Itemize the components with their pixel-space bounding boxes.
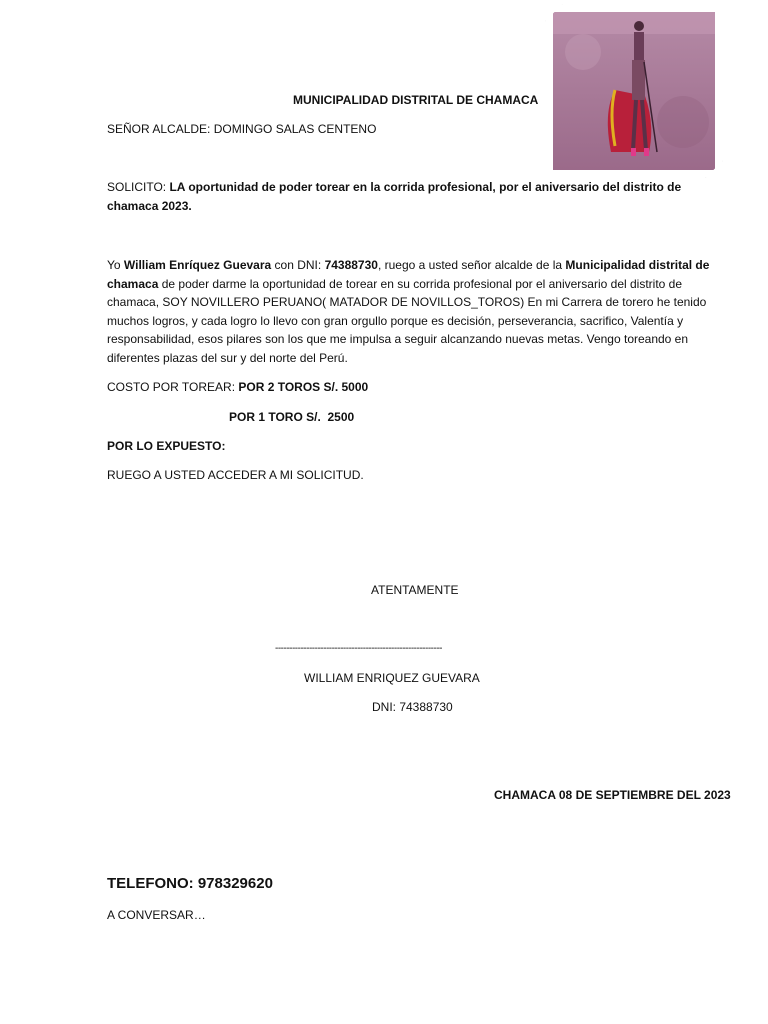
- bullfighter-photo: [545, 4, 723, 178]
- solicito-text: LA oportunidad de poder torear en la corrida profesional, por el aniversario del distrito de chamaca 2023.: [107, 180, 682, 213]
- body-dni-label: con DNI:: [271, 258, 325, 272]
- applicant-name: William Enríquez Guevara: [123, 258, 272, 272]
- solicito-label: SOLICITO:: [107, 180, 170, 194]
- phone-number: TELEFONO: 978329620: [107, 875, 273, 892]
- signer-name: WILLIAM ENRIQUEZ GUEVARA: [304, 671, 480, 685]
- solicito-paragraph: [107, 178, 717, 215]
- bullfighter-photo-image: [553, 12, 715, 170]
- body-intro: Yo: [107, 258, 124, 272]
- cost-label: COSTO POR TOREAR:: [107, 380, 239, 394]
- document-title: MUNICIPALIDAD DISTRITAL DE CHAMACA: [293, 93, 539, 107]
- cost-one-bull: POR 1 TORO S/. 2500: [229, 410, 355, 424]
- signer-dni: DNI: 74388730: [372, 700, 453, 714]
- recipient-line: SEÑOR ALCALDE: DOMINGO SALAS CENTENO: [107, 122, 377, 136]
- closing-text: ATENTAMENTE: [371, 583, 459, 597]
- municipality-name: Municipalidad distrital de chamaca: [107, 258, 710, 291]
- cost-two-bulls: POR 2 TOROS S/. 5000: [238, 380, 369, 394]
- body-request: , ruego a usted señor alcalde de la: [377, 258, 566, 272]
- footer-note: A CONVERSAR…: [107, 908, 206, 922]
- request-line: RUEGO A USTED ACCEDER A MI SOLICITUD.: [107, 468, 364, 482]
- expuesto-heading: POR LO EXPUESTO:: [107, 439, 226, 453]
- cost-line: [107, 378, 368, 397]
- applicant-dni: 74388730: [324, 258, 378, 272]
- signature-line: -----------------------------------------------------------: [275, 643, 442, 654]
- body-text: de poder darme la oportunidad de torear en su corrida profesional por el aniversario del distrito de chamaca, SOY NOVILLERO PERUANO( MATADOR DE NOVILLOS_TOROS) En mi Carrera de torero he tenido muchos logros, y cada logro lo llevo con gran orgullo porque es decisión, perseverancia, sacrifico, Valentía y responsabilidad, esos pilares son los que me impulsa a seguir alcanzando nuevas metas. Vengo toreando en diferentes plazas del sur y del norte del Perú.: [107, 276, 707, 365]
- body-paragraph: [107, 256, 717, 367]
- document-date: CHAMACA 08 DE SEPTIEMBRE DEL 2023: [494, 788, 731, 802]
